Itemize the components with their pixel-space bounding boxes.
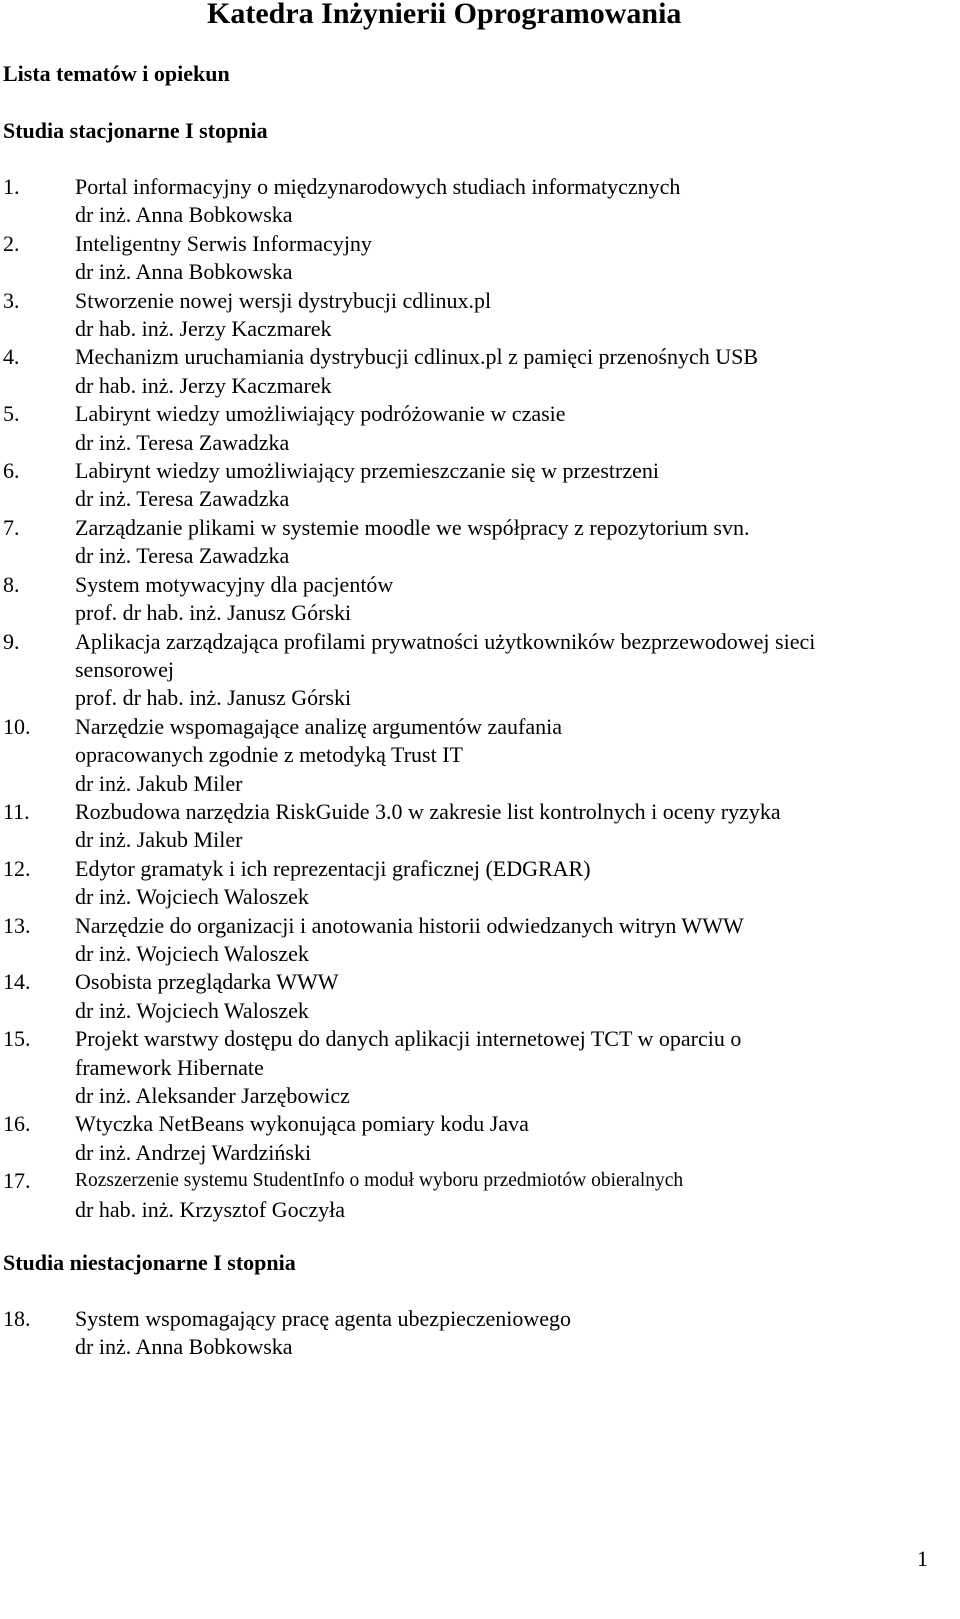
topic-supervisor: dr hab. inż. Jerzy Kaczmarek	[75, 372, 332, 398]
topic-number: 7.	[3, 514, 20, 540]
topic-body	[75, 1110, 935, 1167]
topic-item	[0, 571, 935, 628]
topic-supervisor: prof. dr hab. inż. Janusz Górski	[75, 600, 352, 626]
topic-item	[0, 343, 935, 400]
topic-title: Zarządzanie plikami w systemie moodle we współpracy z repozytorium svn.	[75, 514, 750, 540]
topic-item	[0, 1167, 935, 1224]
topic-item	[0, 628, 935, 713]
topic-number: 11.	[3, 798, 30, 824]
topic-body	[75, 968, 935, 1025]
topic-body	[75, 855, 935, 912]
page-number: 1	[917, 1546, 928, 1571]
topic-title: opracowanych zgodnie z metodyką Trust IT	[75, 742, 463, 768]
topic-item	[0, 798, 935, 855]
topic-list-stacjonarne	[0, 173, 935, 1224]
topic-title: Osobista przeglądarka WWW	[75, 969, 339, 995]
topic-body	[75, 1167, 935, 1224]
topic-number: 3.	[3, 287, 20, 313]
topic-supervisor: prof. dr hab. inż. Janusz Górski	[75, 685, 352, 711]
topic-title: Edytor gramatyk i ich reprezentacji graficznej (EDGRAR)	[75, 855, 591, 881]
topic-number: 18.	[3, 1306, 31, 1331]
topic-title: Narzędzie wspomagające analizę argumentów zaufania	[75, 713, 562, 739]
topic-number: 5.	[3, 401, 20, 427]
topic-body	[75, 1305, 935, 1362]
section-heading-niestacjonarne: Studia niestacjonarne I stopnia	[3, 1250, 296, 1275]
topic-supervisor: dr hab. inż. Krzysztof Goczyła	[75, 1196, 346, 1222]
topic-number: 1.	[3, 174, 20, 199]
list-heading: Lista tematów i opiekun	[3, 61, 230, 86]
topic-supervisor: dr inż. Aleksander Jarzębowicz	[75, 1083, 350, 1108]
topic-item	[0, 400, 935, 457]
topic-supervisor: dr inż. Wojciech Waloszek	[75, 884, 309, 910]
topic-supervisor: dr inż. Jakub Miler	[75, 770, 243, 796]
page-title: Katedra Inżynierii Oprogramowania	[207, 0, 682, 30]
topic-item	[0, 457, 935, 514]
topic-supervisor: dr inż. Jakub Miler	[75, 827, 243, 853]
topic-title: Portal informacyjny o międzynarodowych studiach informatycznych	[75, 174, 681, 199]
topic-supervisor: dr inż. Teresa Zawadzka	[75, 429, 290, 455]
topic-title: Mechanizm uruchamiania dystrybucji cdlinux.pl z pamięci przenośnych USB	[75, 344, 759, 370]
topic-title: System wspomagający pracę agenta ubezpieczeniowego	[75, 1306, 572, 1331]
topic-supervisor: dr inż. Teresa Zawadzka	[75, 486, 290, 512]
topic-title: Inteligentny Serwis Informacyjny	[75, 230, 372, 256]
topic-body	[75, 173, 935, 230]
topic-number: 4.	[3, 344, 20, 370]
topic-supervisor: dr inż. Anna Bobkowska	[75, 259, 293, 285]
topic-body	[75, 1025, 935, 1110]
topic-body	[75, 912, 935, 969]
topic-title: Wtyczka NetBeans wykonująca pomiary kodu Java	[75, 1111, 529, 1137]
topic-supervisor: dr hab. inż. Jerzy Kaczmarek	[75, 316, 332, 342]
section-heading-stacjonarne: Studia stacjonarne I stopnia	[3, 118, 268, 143]
topic-number: 13.	[3, 912, 31, 938]
topic-title: Labirynt wiedzy umożliwiający podróżowanie w czasie	[75, 401, 566, 427]
topic-list-niestacjonarne	[0, 1305, 935, 1362]
topic-body	[75, 628, 935, 713]
topic-item	[0, 968, 935, 1025]
topic-title: sensorowej	[75, 656, 174, 682]
topic-item	[0, 1305, 935, 1362]
topic-supervisor: dr inż. Teresa Zawadzka	[75, 543, 290, 569]
topic-item	[0, 912, 935, 969]
topic-body	[75, 287, 935, 344]
topic-item	[0, 1025, 935, 1110]
topic-title: Narzędzie do organizacji i anotowania historii odwiedzanych witryn WWW	[75, 912, 744, 938]
topic-item	[0, 1110, 935, 1167]
topic-body	[75, 798, 935, 855]
topic-number: 14.	[3, 969, 31, 995]
topic-body	[75, 230, 935, 287]
topic-number: 10.	[3, 713, 31, 739]
topic-title: Labirynt wiedzy umożliwiający przemieszczanie się w przestrzeni	[75, 458, 659, 484]
topic-body	[75, 571, 935, 628]
topic-title: framework Hibernate	[75, 1054, 264, 1080]
topic-title: Rozszerzenie systemu StudentInfo o moduł wyboru przedmiotów obieralnych	[75, 1170, 684, 1192]
topic-number: 17.	[3, 1168, 31, 1194]
topic-number: 15.	[3, 1026, 31, 1052]
topic-title: System motywacyjny dla pacjentów	[75, 571, 394, 597]
topic-title: Aplikacja zarządzająca profilami prywatności użytkowników bezprzewodowej sieci	[75, 628, 816, 654]
topic-item	[0, 230, 935, 287]
topic-body	[75, 343, 935, 400]
topic-supervisor: dr inż. Wojciech Waloszek	[75, 997, 309, 1023]
topic-title: Rozbudowa narzędzia RiskGuide 3.0 w zakresie list kontrolnych i oceny ryzyka	[75, 798, 781, 824]
topic-number: 16.	[3, 1111, 31, 1137]
topic-body	[75, 514, 935, 571]
topic-body	[75, 457, 935, 514]
topic-item	[0, 855, 935, 912]
topic-body	[75, 713, 935, 798]
topic-supervisor: dr inż. Andrzej Wardziński	[75, 1139, 312, 1165]
topic-item	[0, 514, 935, 571]
topic-supervisor: dr inż. Wojciech Waloszek	[75, 940, 309, 966]
topic-item	[0, 287, 935, 344]
topic-number: 9.	[3, 628, 20, 654]
topic-item	[0, 713, 935, 798]
topic-supervisor: dr inż. Anna Bobkowska	[75, 202, 293, 228]
topic-title: Stworzenie nowej wersji dystrybucji cdlinux.pl	[75, 287, 492, 313]
topic-body	[75, 400, 935, 457]
topic-supervisor: dr inż. Anna Bobkowska	[75, 1334, 293, 1360]
topic-item	[0, 173, 935, 230]
topic-title: Projekt warstwy dostępu do danych aplikacji internetowej TCT w oparciu o	[75, 1026, 742, 1052]
topic-number: 12.	[3, 855, 31, 881]
topic-number: 2.	[3, 230, 20, 256]
topic-number: 6.	[3, 458, 20, 484]
topic-number: 8.	[3, 571, 20, 597]
